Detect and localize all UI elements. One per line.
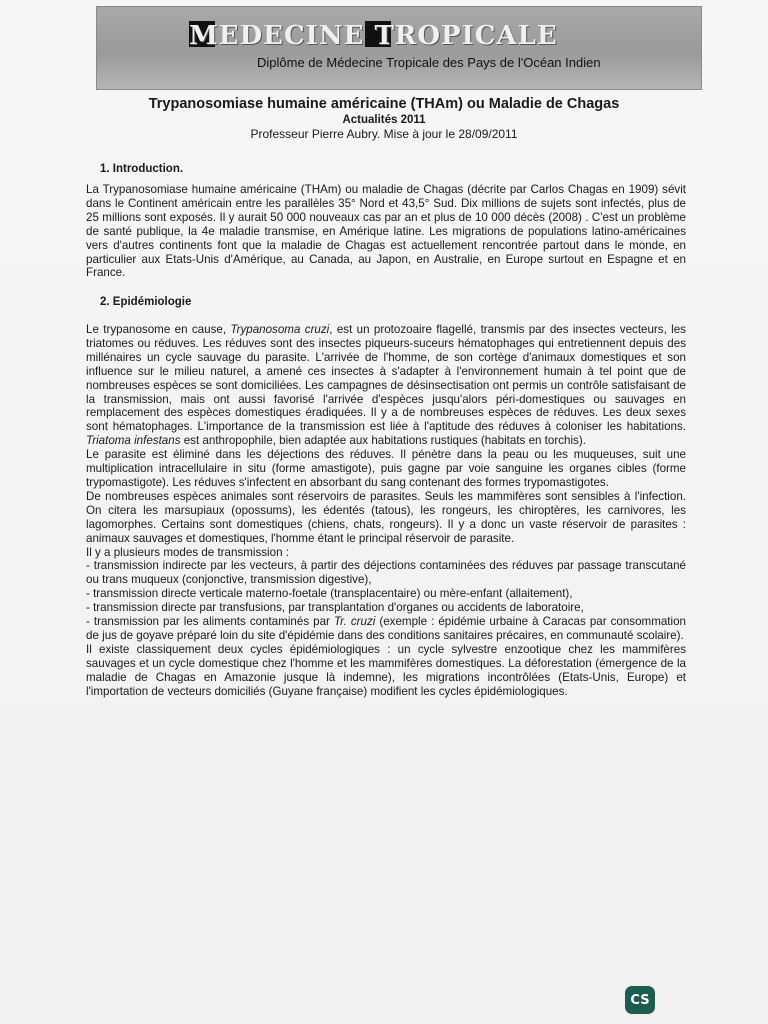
banner-title: MEDECINE TROPICALE xyxy=(189,21,558,51)
epidemiology-paragraph-3: De nombreuses espèces animales sont réservoirs de parasites. Seuls les mammifères sont sensibles à l'infection. On citera les marsupiaux (opossums), les édentés (tatous), les rongeurs, les chiroptères, les carnivores, les lagomorphes. Certains sont domestiques (chiens, chats, rongeurs). Il y a donc un vaste réservoir de parasites : animaux sauvages et domestiques, l'homme étant le principal réservoir de parasite. xyxy=(86,489,686,545)
species-tr-cruzi: Tr. cruzi xyxy=(333,615,376,629)
camscanner-logo-icon: CS xyxy=(625,986,655,1014)
epidemiology-paragraph-2: Le parasite est éliminé dans les déjections des réduves. Il pénètre dans la peau ou les muqueuses, suit une multiplication intracellulaire in situ (forme amastigote), puis gagne par voie sanguine les organes cibles (forme trypomastigote). Les réduves s'infectent en absorbant du sang contenant des formes trypomastigotes. xyxy=(86,448,686,489)
header-banner xyxy=(96,6,702,90)
author-line: Professeur Pierre Aubry. Mise à jour le 28/09/2011 xyxy=(250,127,518,141)
li4-text-a: - transmission par les aliments contaminés par xyxy=(86,615,334,629)
list-item: - transmission indirecte par les vecteurs, à partir des déjections contaminées des réduves par passage transcutané ou trans muqueux (conjonctive, transmission digestive), xyxy=(86,559,686,587)
banner-subtitle: Diplôme de Médecine Tropicale des Pays de l'Océan Indien xyxy=(257,55,601,70)
introduction-paragraph: La Trypanosomiase humaine américaine (THAm) ou maladie de Chagas (décrite par Carlos Chagas en 1909) sévit dans le Continent américain entre les parallèles 35° Nord et 43,5° Sud. Dix millions de sujets sont infectés, plus de 25 millions sont exposés. Il y aurait 50 000 nouveaux cas par an et plus de 10 000 décès (2008) . C'est un problème de santé publique, la 4e maladie transmise, en Amérique latine. Les migrations de populations latino-américaines vers d'autres continents font que la maladie de Chagas est actuellement rencontrée partout dans le monde, en particulier aux Etats-Unis d'Amérique, au Canada, au Japon, en Australie, en Europe surtout en Espagne et en France. xyxy=(86,183,686,280)
epidemiology-paragraph-5: Il existe classiquement deux cycles épidémiologiques : un cycle sylvestre enzootique chez les mammifères sauvages et un cycle domestique chez l'homme et les mammifères domestiques. La déforestation (émergence de la maladie de Chagas en Amazonie jusque là indemne), les migrations incontrôlées (Etats-Unis, Europe) et l'importation de vecteurs domiciliés (Guyane française) modifient les cycles épidémiologiques. xyxy=(86,642,686,698)
epidemiology-body xyxy=(86,323,686,698)
p1-text-a: Le trypanosome en cause, xyxy=(86,323,231,336)
species-triatoma-infestans: Triatoma infestans xyxy=(86,434,181,448)
list-item xyxy=(86,615,686,643)
species-trypanosoma-cruzi: Trypanosoma cruzi xyxy=(230,323,330,336)
epidemiology-paragraph-4: Il y a plusieurs modes de transmission : xyxy=(86,545,289,559)
p1-text-c: est anthropophile, bien adaptée aux habitations rustiques (habitats en torchis). xyxy=(180,434,586,448)
section-heading-introduction: 1. Introduction. xyxy=(100,163,184,175)
li4-text-b: (exemple : épidémie urbaine à Caracas par consommation de jus de goyave préparé loin du site d'épidémie dans des conditions sanitaires précaires, en communauté scolaire). xyxy=(86,615,686,642)
p1-text-b: , est un protozoaire flagellé, transmis par des insectes vecteurs, les triatomes ou réduves. Les réduves sont des insectes piqueurs-suceurs hématophages qui entretiennent depuis des millénaires un cycle sauvage du parasite. L'arrivée de l'homme, de son cortège d'animaux domestiques et son influence sur le milieu naturel, a amené ces insectes à s'adapter à l'environnement humain à tel point que de nombreuses espèces se sont domiciliées. Les campagnes de désinsectisation ont permis un contrôle satisfaisant de la transmission, mais ont aussi favorisé l'arrivée d'espèces jusqu'alors péri-domestiques ou sauvages en remplacement des espèces domestiques éradiquées. Il y a de nombreuses espèces de réduves. Les deux sexes sont hématophages. L'importance de la transmission est liée à l'aptitude des réduves à coloniser les habitations. xyxy=(86,323,686,434)
list-item: - transmission directe verticale materno-foetale (transplacentaire) ou mère-enfant (allaitement), xyxy=(86,587,573,601)
document-title: Trypanosomiase humaine américaine (THAm) ou Maladie de Chagas xyxy=(148,96,620,112)
section-heading-epidemiology: 2. Epidémiologie xyxy=(100,296,192,308)
list-item: - transmission directe par transfusions, par transplantation d'organes ou accidents de laboratoire, xyxy=(86,601,584,615)
document-subtitle: Actualités 2011 xyxy=(342,114,426,126)
epidemiology-paragraph-1 xyxy=(86,323,686,448)
